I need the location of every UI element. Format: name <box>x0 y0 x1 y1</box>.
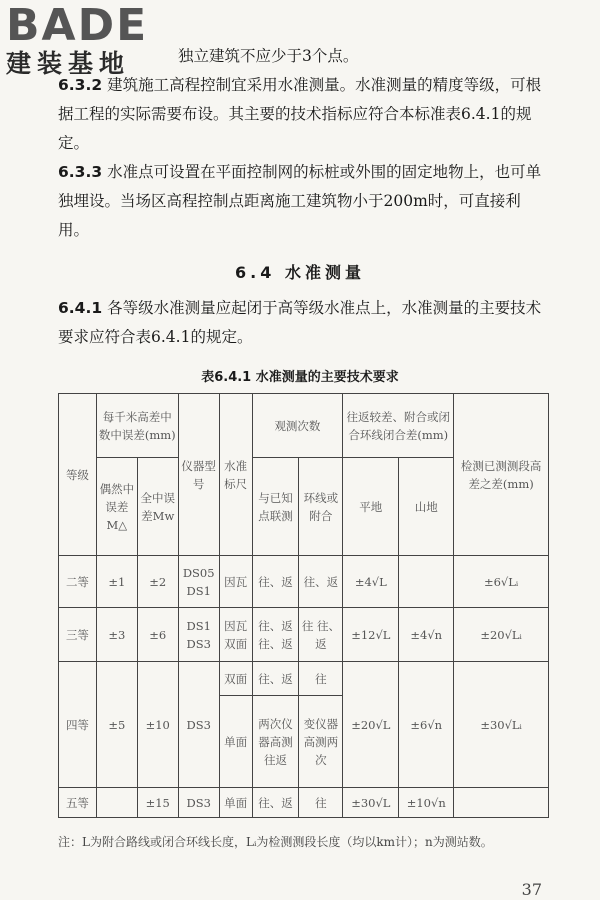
header-mountain: 山地 <box>399 458 454 556</box>
cell-mountain: ±4√n <box>399 608 454 662</box>
watermark-logo <box>6 0 149 78</box>
logo-sub-text: 建装基地 <box>6 49 131 78</box>
table-row <box>59 608 549 662</box>
cell-flat: ±12√L <box>343 608 399 662</box>
header-total: 全中误差Mw <box>137 458 178 556</box>
section-heading: 6.4 水准测量 <box>235 263 365 282</box>
header-section-diff: 检测已测测段高差之差(mm) <box>454 394 549 556</box>
cell-obs-loop: 往 往、返 <box>299 608 343 662</box>
cell-flat: ±30√L <box>343 788 399 818</box>
table-row <box>59 788 549 818</box>
cell-accidental: ±1 <box>96 556 137 608</box>
cell-mountain: ±6√n <box>399 662 454 788</box>
header-obs-loop: 环线或附合 <box>299 458 343 556</box>
cell-grade: 四等 <box>59 662 97 788</box>
table-note: 注：L为附合路线或闭合环线长度，Lᵢ为检测测段长度（均以km计）；n为测站数。 <box>58 835 493 849</box>
paragraph-6-3-3 <box>58 158 548 245</box>
cell-mountain: ±10√n <box>399 788 454 818</box>
header-flat: 平地 <box>343 458 399 556</box>
cell-mountain <box>399 556 454 608</box>
technical-requirements-table <box>58 393 549 818</box>
cell-obs-known: 往、返 往、返 <box>252 608 299 662</box>
header-error: 每千米高差中数中误差(mm) <box>96 394 178 458</box>
cell-section-diff: ±30√Lᵢ <box>454 662 549 788</box>
table-caption: 表6.4.1 水准测量的主要技术要求 <box>201 370 399 385</box>
paragraph-6-3-2 <box>58 71 548 158</box>
paragraph-6-4-1 <box>58 294 548 352</box>
cell-instrument: DS3 <box>178 662 219 788</box>
header-grade: 等级 <box>59 394 97 556</box>
cell-flat: ±20√L <box>343 662 399 788</box>
cell-total: ±15 <box>137 788 178 818</box>
cell-rod: 单面 <box>219 696 252 788</box>
clause-number: 6.4.1 <box>58 299 103 317</box>
cell-section-diff <box>454 788 549 818</box>
clause-text: 建筑施工高程控制宜采用水准测量。水准测量的精度等级，可根据工程的实际需要布设。其主要的技术指标应符合本标准表6.4.1的规定。 <box>58 76 542 152</box>
cell-grade: 五等 <box>59 788 97 818</box>
cell-obs-known: 两次仪器高测往返 <box>252 696 299 788</box>
header-closure: 往返较差、附合或闭合环线闭合差(mm) <box>343 394 454 458</box>
cell-obs-known: 往、返 <box>252 788 299 818</box>
cell-rod: 单面 <box>219 788 252 818</box>
cell-total: ±10 <box>137 662 178 788</box>
cell-section-diff: ±20√Lᵢ <box>454 608 549 662</box>
table-row <box>59 662 549 696</box>
header-accidental: 偶然中误差M△ <box>96 458 137 556</box>
cell-grade: 三等 <box>59 608 97 662</box>
clause-text: 水准点可设置在平面控制网的标桩或外围的固定地物上，也可单独埋设。当场区高程控制点距离施工建筑物小于200m时，可直接利用。 <box>58 163 542 239</box>
paragraph-overlap-text: 独立建筑不应少于3个点。 <box>178 47 359 65</box>
table-header-row <box>59 394 549 458</box>
cell-instrument: DS05 DS1 <box>178 556 219 608</box>
cell-rod: 双面 <box>219 662 252 696</box>
cell-total: ±2 <box>137 556 178 608</box>
cell-obs-loop: 往、返 <box>299 556 343 608</box>
clause-number: 6.3.3 <box>58 163 103 181</box>
cell-obs-known: 往、返 <box>252 556 299 608</box>
cell-rod: 因瓦 双面 <box>219 608 252 662</box>
header-instrument: 仪器型号 <box>178 394 219 556</box>
cell-grade: 二等 <box>59 556 97 608</box>
cell-accidental <box>96 788 137 818</box>
cell-accidental: ±5 <box>96 662 137 788</box>
table-row <box>59 556 549 608</box>
cell-obs-loop: 变仪器高测两次 <box>299 696 343 788</box>
cell-instrument: DS1 DS3 <box>178 608 219 662</box>
header-obs-known: 与已知点联测 <box>252 458 299 556</box>
cell-rod: 因瓦 <box>219 556 252 608</box>
cell-section-diff: ±6√Lᵢ <box>454 556 549 608</box>
cell-obs-known: 往、返 <box>252 662 299 696</box>
paragraph-overlap <box>178 42 558 71</box>
cell-total: ±6 <box>137 608 178 662</box>
clause-text: 各等级水准测量应起闭于高等级水准点上，水准测量的主要技术要求应符合表6.4.1的规定。 <box>58 299 542 346</box>
cell-instrument: DS3 <box>178 788 219 818</box>
page-number: 37 <box>521 880 542 899</box>
cell-flat: ±4√L <box>343 556 399 608</box>
logo-main-text: BADE <box>6 0 149 51</box>
clause-number: 6.3.2 <box>58 76 103 94</box>
cell-obs-loop: 往 <box>299 662 343 696</box>
cell-obs-loop: 往 <box>299 788 343 818</box>
header-rod: 水准标尺 <box>219 394 252 556</box>
cell-accidental: ±3 <box>96 608 137 662</box>
header-observations: 观测次数 <box>252 394 343 458</box>
